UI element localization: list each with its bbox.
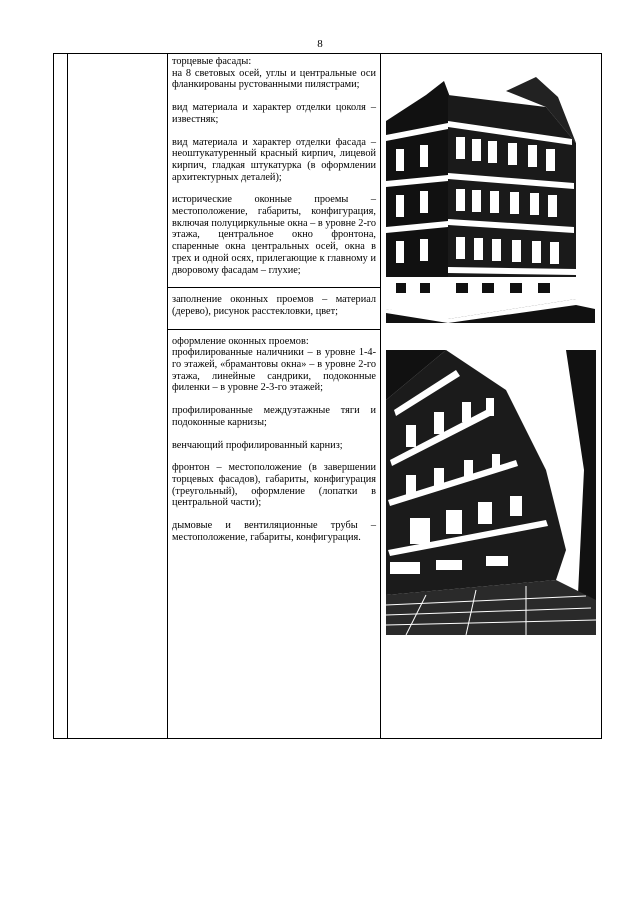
paragraph-chimneys: дымовые и вентиляционные трубы – местоположение, габариты, конфигурация.: [172, 520, 376, 543]
paragraph-window-openings: исторические оконные проемы – местоположение, габариты, конфигурация, включая полуциркульные окна – в уровне 2-го этажа, центральное окно фронтона, спаренные окна центральных осей, окна в трех и одной осях, прилегающие к главному и дворовому фасадам – глухие;: [172, 194, 376, 276]
paragraph-facade-material: вид материала и характер отделки фасада – неоштукатуренный красный кирпич, лицевой кирпич, гладкая штукатурка (в оформлении архитектурных деталей);: [172, 136, 376, 183]
paragraph-end-facades: [172, 56, 376, 91]
page-number: 8: [317, 38, 323, 50]
photo-cell: [381, 54, 602, 739]
end-facades-body: на 8 световых осей, углы и центральные оси фланкированы рустованными пилястрами;: [172, 67, 376, 91]
paragraph-crowning-cornice: венчающий профилированный карниз;: [172, 439, 343, 451]
window-decoration-title: оформление оконных проемов:: [172, 335, 309, 347]
paragraph-window-fill: заполнение оконных проемов – материал (дерево), рисунок расстекловки, цвет;: [168, 287, 380, 317]
name-cell: [68, 54, 168, 739]
window-decoration-body: профилированные наличники – в уровне 1-4-го этажей, «брамантовы окна» – в уровне 2-го этажа, линейные сандрики, подоконные филенки – в уровне 2-3-го этажей;: [172, 347, 376, 394]
paragraph-window-decoration: [168, 329, 380, 395]
description-table: [53, 53, 602, 739]
index-cell: [54, 54, 68, 739]
end-facades-title: торцевые фасады:: [172, 56, 252, 67]
description-cell: [168, 54, 381, 739]
paragraph-cornices: профилированные междуэтажные тяги и подоконные карнизы;: [172, 405, 376, 428]
paragraph-plinth: вид материала и характер отделки цоколя – известняк;: [172, 102, 376, 125]
paragraph-pediment: фронтон – местоположение (в завершении торцевых фасадов), габариты, конфигурация (треугольный), оформление (лопатки в центральной части);: [172, 462, 376, 509]
building-photo-2: [386, 350, 596, 635]
building-photo-1: [386, 77, 595, 323]
